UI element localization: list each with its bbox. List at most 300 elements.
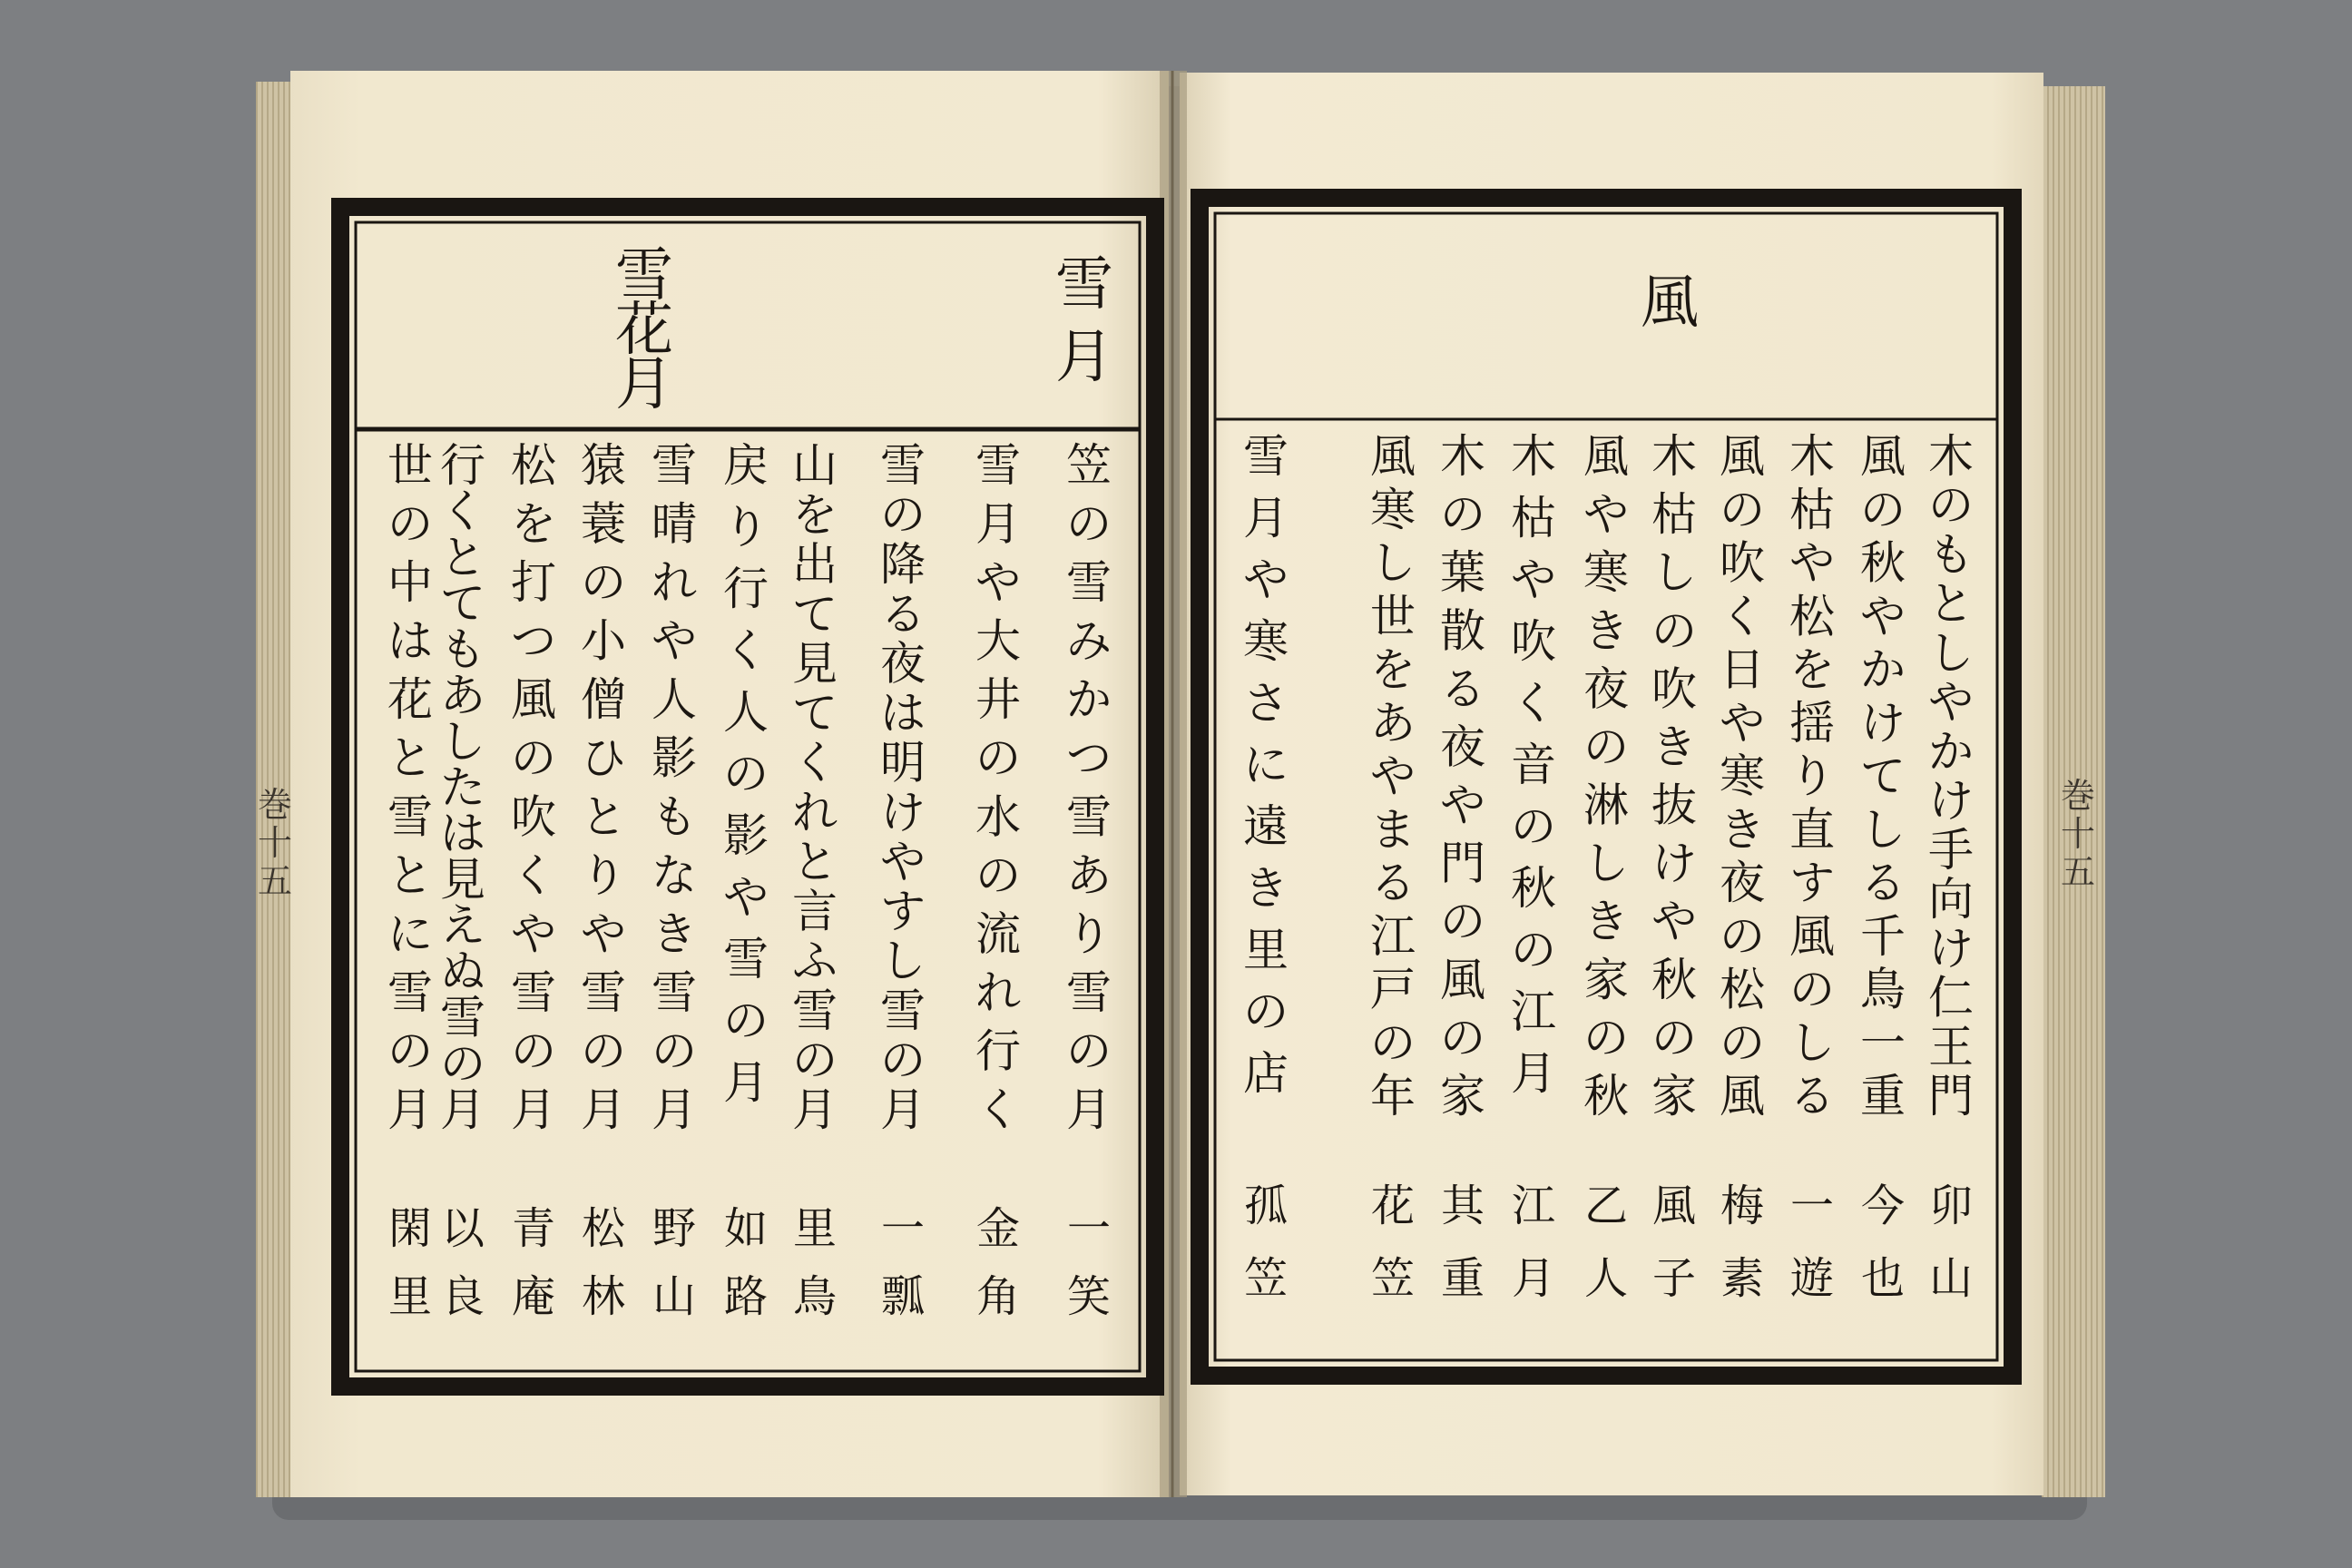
right-verse-column: [1243, 430, 1289, 1100]
right-verse-column-char: の: [1720, 483, 1765, 536]
left-verse-column-char: す: [880, 885, 926, 938]
left-verse-column-char: り: [1066, 907, 1112, 961]
right-verse-column-char: す: [1789, 857, 1835, 909]
right-verse-column-char: の: [1511, 800, 1556, 853]
right-verse-column-char: の: [1651, 604, 1697, 658]
right-edge-label: [2061, 776, 2095, 892]
left-verse-column-char: に: [387, 907, 433, 961]
right-author-char: 卯: [1928, 1181, 1974, 1231]
right-verse-column: [1928, 430, 1974, 1122]
right-verse-column-char: 月: [1243, 492, 1289, 544]
left-verse-column-char: は: [440, 807, 485, 860]
right-verse-column: [1789, 430, 1836, 1122]
left-verse-column-char: き: [652, 907, 697, 961]
right-verse-column-char: し: [1928, 626, 1974, 680]
right-verse-column-char: や: [1789, 536, 1835, 590]
right-verse-column-char: 風: [1440, 953, 1485, 1006]
right-verse-column-char: 秋: [1583, 1070, 1629, 1122]
left-author-char: 良: [440, 1271, 485, 1322]
right-verse-column-char: 抜: [1651, 779, 1697, 832]
left-verse-column-char: 雪: [975, 439, 1021, 492]
left-author-char: 松: [581, 1203, 626, 1254]
left-edge-label-char: 十: [257, 823, 293, 863]
right-verse-column-char: の: [1440, 488, 1485, 542]
left-verse-column-char: の: [387, 497, 433, 551]
left-verse-column-char: あ: [440, 669, 485, 722]
right-verse-column-char: と: [1928, 577, 1974, 631]
right-verse-column-char: 秋: [1511, 862, 1556, 915]
left-verse-column: [440, 439, 485, 1136]
left-verse-column-char: 月: [792, 1083, 838, 1136]
left-author-char: 庵: [511, 1271, 556, 1322]
left-verse-column-char: な: [652, 848, 697, 902]
left-verse-column-char: 月: [880, 1083, 926, 1136]
left-verse-column-char: の: [1066, 1024, 1112, 1078]
left-verse-column-char: の: [511, 731, 556, 785]
right-verse-column-char: 仁: [1928, 971, 1974, 1024]
left-header-subtitle-char: 花: [615, 297, 673, 364]
right-verse-column-char: 世: [1370, 590, 1416, 643]
right-author-char: 其: [1440, 1181, 1485, 1231]
left-verse-column-char: 月: [581, 1083, 626, 1136]
right-verse-column-char: 店: [1243, 1047, 1289, 1100]
right-edge-label-char: 巻: [2060, 776, 2096, 816]
right-verse-column-char: 風: [1789, 909, 1835, 963]
left-verse-column-char: 晴: [652, 497, 697, 551]
right-verse-column-char: の: [1243, 985, 1289, 1038]
left-author-char: 里: [792, 1203, 838, 1254]
right-verse-column-char: の: [1440, 1011, 1485, 1064]
left-verse-column-char: 笠: [1066, 439, 1112, 492]
left-verse-column-char: ぬ: [440, 945, 485, 998]
right-verse-column-char: 葉: [1440, 546, 1485, 600]
right-verse-column-char: 家: [1651, 1070, 1697, 1122]
right-verse-column-char: や: [1243, 554, 1289, 606]
left-verse-column-char: 月: [1066, 1083, 1112, 1136]
right-verse-column-char: や: [1583, 488, 1629, 542]
right-verse-column-char: 松: [1720, 963, 1765, 1016]
right-verse-column-char: 江: [1370, 909, 1416, 963]
left-author-char: 笑: [1066, 1271, 1112, 1322]
left-verse-column-char: 行: [975, 1024, 1021, 1078]
right-verse-column-char: 直: [1789, 803, 1835, 857]
left-verse-column-char: 月: [387, 1083, 433, 1136]
right-verse-column-char: の: [1583, 1011, 1629, 1064]
right-verse-column-char: 松: [1789, 590, 1835, 643]
right-verse-column-char: 寒: [1370, 483, 1416, 536]
left-verse-column-char: 雪: [387, 965, 433, 1019]
left-verse-column-char: 雪: [511, 965, 556, 1019]
right-verse-column-char: る: [1860, 857, 1906, 909]
right-verse-column: [1511, 430, 1556, 1100]
right-verse-column-char: に: [1243, 739, 1289, 791]
right-edge-label-char: 十: [2060, 814, 2096, 854]
left-verse-column-char: れ: [652, 556, 697, 610]
right-verse-column-char: 風: [1860, 430, 1906, 483]
right-verse-column-char: 向: [1928, 873, 1974, 926]
right-verse-column-char: き: [1243, 862, 1289, 915]
right-verse-column-char: の: [1789, 963, 1835, 1016]
right-verse-column-char: け: [1651, 837, 1697, 890]
right-verse-column-char: 鳥: [1860, 963, 1906, 1016]
left-verse-column-char: 降: [880, 538, 926, 592]
left-verse-column-char: 雪: [723, 933, 769, 985]
right-verse-column-char: る: [1370, 857, 1416, 909]
right-author-char: 月: [1511, 1253, 1556, 1304]
left-verse-column-char: 影: [723, 809, 769, 862]
right-verse-column-char: 枯: [1511, 492, 1556, 544]
right-verse-column-char: 枯: [1651, 488, 1697, 542]
right-verse-column-char: 散: [1440, 604, 1485, 658]
left-verse-column-char: 打: [511, 556, 556, 610]
left-verse-column-char: 大: [975, 614, 1021, 668]
left-verse-column-char: れ: [975, 965, 1021, 1019]
right-verse-column-char: 寒: [1720, 750, 1765, 803]
left-verse-column-char: の: [975, 848, 1021, 902]
right-author-char: 重: [1440, 1253, 1485, 1304]
left-edge-label-char: 五: [257, 861, 293, 901]
left-verse-column-char: く: [440, 485, 485, 538]
left-verse-column-char: の: [652, 1024, 697, 1078]
right-verse-column-char: 門: [1928, 1070, 1974, 1122]
right-verse-column-char: や: [1370, 750, 1416, 803]
left-verse-column-char: 雪: [581, 965, 626, 1019]
left-verse-column-char: ひ: [581, 731, 626, 785]
left-verse-column-char: く: [975, 1083, 1021, 1136]
left-verse-column-char: も: [652, 790, 697, 844]
left-author-char: 林: [581, 1271, 626, 1322]
right-verse-column-char: 吹: [1720, 536, 1765, 590]
left-verse-column-char: や: [581, 907, 626, 961]
right-verse-column-char: 揺: [1789, 696, 1835, 750]
right-verse-column-char: や: [1928, 676, 1974, 730]
right-verse-column-char: け: [1928, 922, 1974, 975]
left-verse-column-char: 見: [440, 853, 485, 906]
right-verse-column-char: 家: [1440, 1070, 1485, 1122]
left-verse-column-char: 雪: [880, 439, 926, 492]
left-verse-column-char: 雪: [652, 439, 697, 492]
left-verse-column-char: 行: [723, 563, 769, 615]
left-verse-column-char: 小: [581, 614, 626, 668]
left-verse-column-char: の: [440, 1037, 485, 1091]
right-verse-column-char: し: [1583, 837, 1629, 890]
left-author-char: 一: [1066, 1203, 1112, 1254]
left-verse-column-char: や: [652, 614, 697, 668]
left-header-subtitle-char: 月: [615, 351, 673, 418]
right-verse-column-char: て: [1860, 750, 1906, 803]
left-verse-column-char: 出: [792, 538, 838, 592]
left-verse-column-char: の: [1066, 497, 1112, 551]
left-verse-column-char: し: [880, 935, 926, 988]
right-verse-column-char: 王: [1928, 1020, 1974, 1073]
right-verse-column-char: 淋: [1583, 779, 1629, 832]
right-header: [1641, 270, 1699, 337]
right-verse-column-char: り: [1789, 750, 1835, 803]
left-verse-column-char: つ: [511, 614, 556, 668]
right-author-char: 素: [1720, 1253, 1765, 1304]
right-verse-column-char: も: [1928, 528, 1974, 582]
left-verse-column-char: 雪: [1066, 556, 1112, 610]
right-verse-column-char: ま: [1370, 803, 1416, 857]
left-verse-column-char: の: [581, 556, 626, 610]
right-verse-column-char: 寒: [1583, 546, 1629, 600]
right-verse-column-char: の: [1651, 1011, 1697, 1064]
left-author-char: 鳥: [792, 1271, 838, 1322]
left-verse-column-char: 吹: [511, 790, 556, 844]
right-verse-column-char: 木: [1651, 430, 1697, 483]
left-verse-column-char: も: [440, 622, 485, 676]
left-author-char: 里: [387, 1271, 433, 1322]
right-verse-column-char: を: [1370, 643, 1416, 696]
left-edge-label: [258, 785, 292, 901]
right-verse-column-char: 吹: [1511, 615, 1556, 668]
left-verse-column-char: 雪: [1066, 790, 1112, 844]
right-verse-column-char: 木: [1511, 430, 1556, 483]
left-verse-column-char: 猿: [581, 439, 626, 492]
left-verse-column-char: く: [723, 624, 769, 677]
left-verse-column-char: 戻: [723, 439, 769, 492]
left-verse-column-char: て: [792, 587, 838, 641]
left-verse-column-char: の: [880, 488, 926, 542]
right-author-char: 乙: [1583, 1181, 1629, 1231]
left-verse-column-char: と: [387, 731, 433, 785]
left-verse-column-char: け: [880, 786, 926, 839]
left-author-char: 如: [723, 1203, 769, 1254]
right-verse-column-char: し: [1789, 1016, 1835, 1070]
left-verse-column-char: く: [792, 736, 838, 789]
right-verse-column-char: の: [1928, 479, 1974, 533]
left-verse-column-char: を: [792, 488, 838, 542]
right-verse-column-char: 木: [1440, 430, 1485, 483]
right-verse-column-char: け: [1928, 774, 1974, 828]
right-verse-column: [1720, 430, 1766, 1122]
left-verse-column-char: 水: [975, 790, 1021, 844]
right-verse-column-char: 月: [1511, 1047, 1556, 1100]
right-verse-column-char: 木: [1789, 430, 1835, 483]
right-verse-column-char: 千: [1860, 909, 1906, 963]
left-verse-column-char: の: [792, 1034, 838, 1087]
left-verse-column-char: 山: [792, 439, 838, 492]
left-header-title-char: 雪: [1055, 251, 1113, 318]
right-verse-column-char: 夜: [1583, 662, 1629, 716]
left-verse-column-char: り: [581, 848, 626, 902]
left-verse-column-char: 井: [975, 673, 1021, 727]
right-header-title-char: 風: [1641, 270, 1699, 337]
right-verse-column-char: あ: [1370, 696, 1416, 750]
left-verse-column-char: 影: [652, 731, 697, 785]
right-verse-column-char: 秋: [1860, 536, 1906, 590]
right-verse-column-char: 風: [1583, 430, 1629, 483]
right-verse-column-char: く: [1511, 677, 1556, 730]
left-verse-column-char: と: [792, 835, 838, 888]
right-author-char: 遊: [1789, 1253, 1835, 1304]
left-verse-column-char: や: [511, 907, 556, 961]
right-verse-column: [1370, 430, 1416, 1122]
left-verse-column-char: 月: [975, 497, 1021, 551]
right-verse-column-char: や: [1720, 696, 1765, 750]
right-verse-column-char: 年: [1370, 1070, 1416, 1122]
right-verse-column-char: 家: [1583, 953, 1629, 1006]
left-verse-column-char: み: [1066, 614, 1112, 668]
right-verse-column-char: 夜: [1720, 857, 1765, 909]
right-verse-column-char: き: [1651, 720, 1697, 774]
left-verse-column-char: と: [387, 848, 433, 902]
left-verse-column-char: し: [440, 715, 485, 769]
right-header-title: [1641, 270, 1699, 337]
left-verse-column-char: 行: [440, 439, 485, 492]
left-verse-column-char: ふ: [792, 935, 838, 988]
left-verse-column-char: の: [723, 748, 769, 800]
right-author-char: 今: [1860, 1181, 1906, 1231]
right-author-char: 孤: [1243, 1181, 1289, 1231]
left-verse-column-char: り: [723, 501, 769, 554]
left-verse-column-char: あ: [1066, 848, 1112, 902]
right-verse-column-char: き: [1583, 604, 1629, 658]
right-author-char: 江: [1511, 1181, 1556, 1231]
left-verse-column-char: と: [440, 531, 485, 584]
left-author-char: 以: [440, 1203, 485, 1254]
left-author-char: 瓢: [880, 1271, 926, 1322]
left-verse-column-char: 雪: [880, 984, 926, 1037]
left-author-char: 山: [652, 1271, 697, 1322]
left-author-char: 青: [511, 1203, 556, 1254]
right-verse-column-char: し: [1651, 546, 1697, 600]
right-author-char: 子: [1651, 1253, 1697, 1304]
right-verse-column-char: 吹: [1651, 662, 1697, 716]
right-verse-column-char: の: [1720, 909, 1765, 963]
right-verse-column-char: 江: [1511, 985, 1556, 1038]
left-verse-column-char: の: [387, 1024, 433, 1078]
right-author-char: 梅: [1720, 1181, 1765, 1231]
left-verse-column-char: た: [440, 761, 485, 814]
left-verse-column-char: 流: [975, 907, 1021, 961]
right-verse-column-char: や: [1511, 554, 1556, 606]
left-verse-column-char: 蓑: [581, 497, 626, 551]
left-verse-column-char: 月: [652, 1083, 697, 1136]
right-author-char: 笠: [1370, 1253, 1416, 1304]
left-header-subtitle-char: 雪: [615, 242, 673, 309]
left-verse-column-char: 夜: [880, 637, 926, 691]
left-verse-column-char: 雪: [792, 984, 838, 1037]
right-verse-column-char: く: [1720, 590, 1765, 643]
left-verse-column-char: 中: [387, 556, 433, 610]
left-verse-column-char: え: [440, 899, 485, 953]
left-author-char: 閑: [387, 1203, 433, 1254]
right-verse-column-char: 日: [1720, 643, 1765, 696]
left-verse-column: [880, 439, 926, 1136]
left-verse-column-char: の: [723, 995, 769, 1047]
left-verse-column-char: 世: [387, 439, 433, 492]
right-verse-column-char: 戸: [1370, 963, 1416, 1016]
right-verse-column-char: 門: [1440, 837, 1485, 890]
right-author-char: 也: [1860, 1253, 1906, 1304]
right-verse-column-char: 重: [1860, 1070, 1906, 1122]
left-verse-column-char: 人: [723, 686, 769, 739]
right-verse-column-char: し: [1370, 536, 1416, 590]
right-verse-column-char: る: [1440, 662, 1485, 716]
left-verse-column-char: 雪: [652, 965, 697, 1019]
left-verse-column-char: 風: [511, 673, 556, 727]
right-verse-column-char: 里: [1243, 924, 1289, 976]
right-author-char: 人: [1583, 1253, 1629, 1304]
left-verse-column-char: 雪: [387, 790, 433, 844]
right-verse-column-char: 手: [1928, 823, 1974, 877]
right-verse-column-char: 夜: [1440, 720, 1485, 774]
right-verse-column-char: 枯: [1789, 483, 1835, 536]
left-verse-column-char: つ: [1066, 731, 1112, 785]
right-verse-column-char: や: [1651, 895, 1697, 948]
left-verse-column-char: と: [581, 790, 626, 844]
left-verse-column-char: 松: [511, 439, 556, 492]
right-verse-column-char: き: [1583, 895, 1629, 948]
left-verse-column-char: を: [511, 497, 556, 551]
right-verse-column-char: 寒: [1243, 615, 1289, 668]
right-verse-column-char: 風: [1720, 430, 1765, 483]
left-verse-column-char: 僧: [581, 673, 626, 727]
left-author-char: 金: [975, 1203, 1021, 1254]
left-author-char: 角: [975, 1271, 1021, 1322]
left-verse-column-char: 月: [723, 1056, 769, 1109]
right-author-char: 笠: [1243, 1253, 1289, 1304]
right-verse-column-char: の: [1511, 924, 1556, 976]
right-verse-column-char: き: [1720, 803, 1765, 857]
left-header-subtitle: [615, 242, 673, 418]
right-edge-label-char: 五: [2060, 852, 2096, 892]
left-verse-column: [723, 439, 769, 1109]
left-verse-column-char: 人: [652, 673, 697, 727]
right-verse-column-char: の: [1583, 720, 1629, 774]
right-verse-column: [1860, 430, 1906, 1122]
right-verse-column-char: さ: [1243, 677, 1289, 730]
right-author-char: 一: [1789, 1181, 1835, 1231]
left-author-char: 一: [880, 1203, 926, 1254]
left-verse-column-char: く: [511, 848, 556, 902]
left-verse-column-char: 明: [880, 736, 926, 789]
right-verse-column-char: る: [1789, 1070, 1835, 1122]
right-verse-column-char: か: [1928, 725, 1974, 779]
right-verse-column-char: 音: [1511, 739, 1556, 791]
right-verse-column-char: の: [1370, 1016, 1416, 1070]
right-verse-column-char: の: [1720, 1016, 1765, 1070]
left-verse-column: [792, 439, 838, 1136]
left-verse-column-char: か: [1066, 673, 1112, 727]
right-author-char: 山: [1928, 1253, 1974, 1304]
left-verse-column-char: 月: [440, 1083, 485, 1136]
right-verse-column-char: か: [1860, 643, 1906, 696]
right-author-char: 風: [1651, 1181, 1697, 1231]
left-verse-column-char: の: [511, 1024, 556, 1078]
right-verse-column-char: 秋: [1651, 953, 1697, 1006]
left-author-char: 野: [652, 1203, 697, 1254]
right-verse-column-char: 木: [1928, 430, 1974, 483]
right-verse-column-char: や: [1860, 590, 1906, 643]
right-verse-column-char: を: [1789, 643, 1835, 696]
left-verse-column-char: や: [975, 556, 1021, 610]
left-verse-column-char: や: [880, 835, 926, 888]
left-verse-column-char: 月: [511, 1083, 556, 1136]
left-header-title-char: 月: [1055, 324, 1113, 391]
left-edge-label-char: 巻: [257, 785, 293, 825]
left-verse-column-char: て: [792, 687, 838, 740]
right-verse-column-char: の: [1860, 483, 1906, 536]
left-verse-column-char: は: [387, 614, 433, 668]
left-verse-column-char: や: [723, 871, 769, 924]
left-verse-column-char: の: [975, 731, 1021, 785]
right-verse-column-char: 風: [1720, 1070, 1765, 1122]
right-verse-column-char: 遠: [1243, 800, 1289, 853]
right-verse-column-char: 風: [1370, 430, 1416, 483]
left-verse-column-char: て: [440, 577, 485, 631]
